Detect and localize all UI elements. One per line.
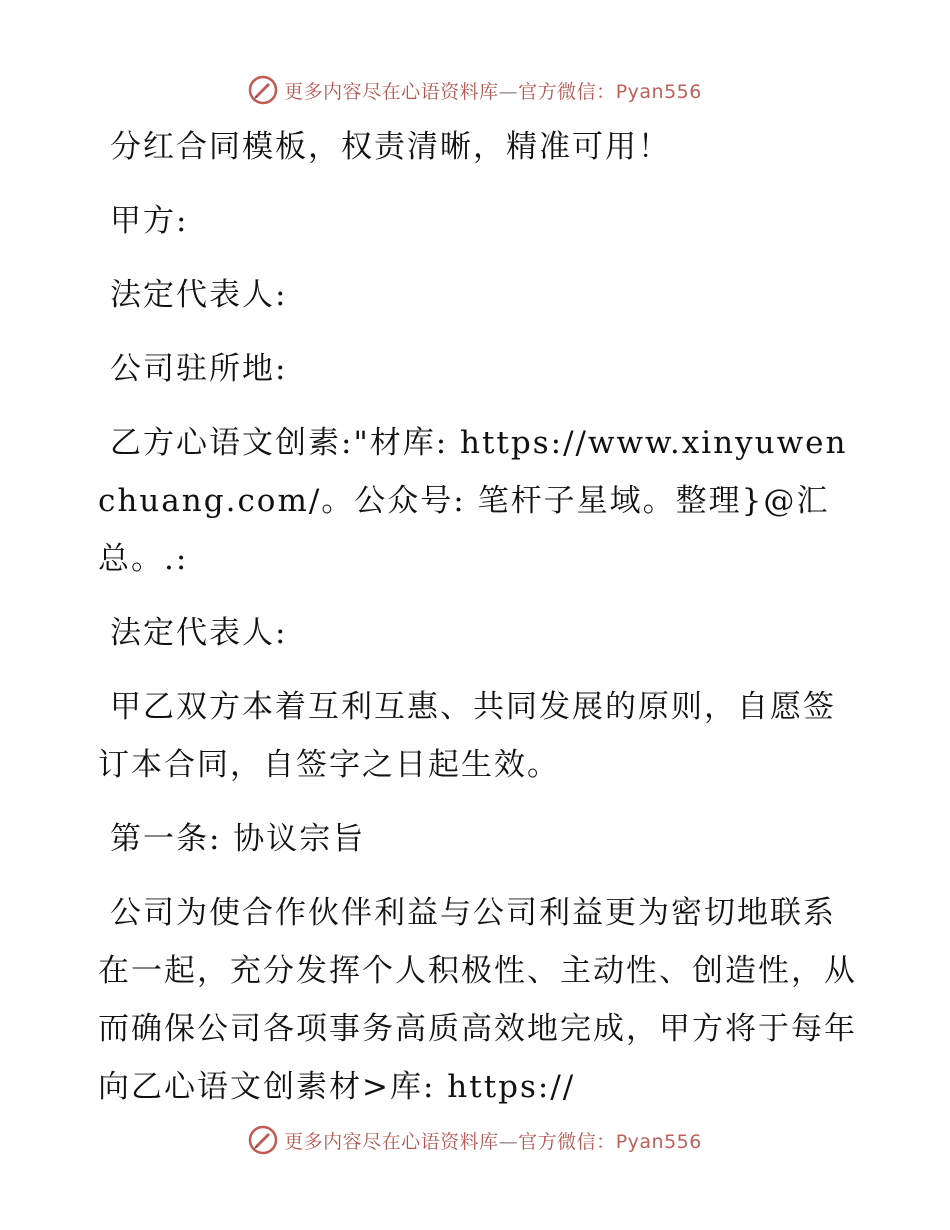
paragraph-text: 法定代表人: bbox=[110, 277, 288, 313]
watermark-text bbox=[284, 77, 702, 104]
document-title bbox=[98, 118, 858, 176]
watermark-wechat-id: Pyan556 bbox=[615, 80, 702, 103]
paragraph-text: 甲乙双方本着互利互惠、共同发展的原则，自愿签订本合同，自签字之日起生效。 bbox=[98, 689, 836, 783]
paragraph-text: 分红合同模板，权责清晰，精准可用！ bbox=[110, 129, 671, 165]
party-a-representative-label bbox=[98, 266, 858, 324]
agreement-preamble bbox=[98, 678, 858, 794]
company-address-label bbox=[98, 340, 858, 398]
article-one-body bbox=[98, 884, 858, 1116]
watermark-suffix: 官方微信： bbox=[518, 80, 616, 103]
watermark-brand: 更多内容尽在心语资料库 bbox=[284, 80, 499, 103]
watermark-separator: — bbox=[498, 80, 519, 103]
article-one-heading bbox=[98, 810, 858, 868]
paragraph-text: 公司驻所地: bbox=[110, 351, 288, 387]
party-a-label bbox=[98, 192, 858, 250]
document-body bbox=[98, 118, 858, 1132]
party-b-label bbox=[98, 414, 858, 588]
watermark-suffix: 官方微信： bbox=[518, 1130, 616, 1153]
paragraph-text: 法定代表人: bbox=[110, 615, 288, 651]
watermark-footer bbox=[0, 1120, 950, 1160]
quill-logo-icon bbox=[248, 1125, 278, 1155]
watermark-separator: — bbox=[498, 1130, 519, 1153]
watermark-header bbox=[0, 70, 950, 110]
party-b-representative-label bbox=[98, 604, 858, 662]
paragraph-text: 甲方: bbox=[110, 203, 189, 239]
watermark-text bbox=[284, 1127, 702, 1154]
paragraph-text: 乙方心语文创素:"材库: https://www.xinyuwenchuang.com/。公众号: 笔杆子星域。整理}@汇总。.: bbox=[98, 425, 848, 577]
paragraph-text: 公司为使合作伙伴利益与公司利益更为密切地联系在一起，充分发挥个人积极性、主动性、创造性，从而确保公司各项事务高质高效地完成，甲方将于每年向乙心语文创素材>库: https:// bbox=[98, 895, 857, 1105]
watermark-wechat-id: Pyan556 bbox=[615, 1130, 702, 1153]
paragraph-text: 第一条: 协议宗旨 bbox=[110, 821, 366, 857]
watermark-brand: 更多内容尽在心语资料库 bbox=[284, 1130, 499, 1153]
quill-logo-icon bbox=[248, 75, 278, 105]
